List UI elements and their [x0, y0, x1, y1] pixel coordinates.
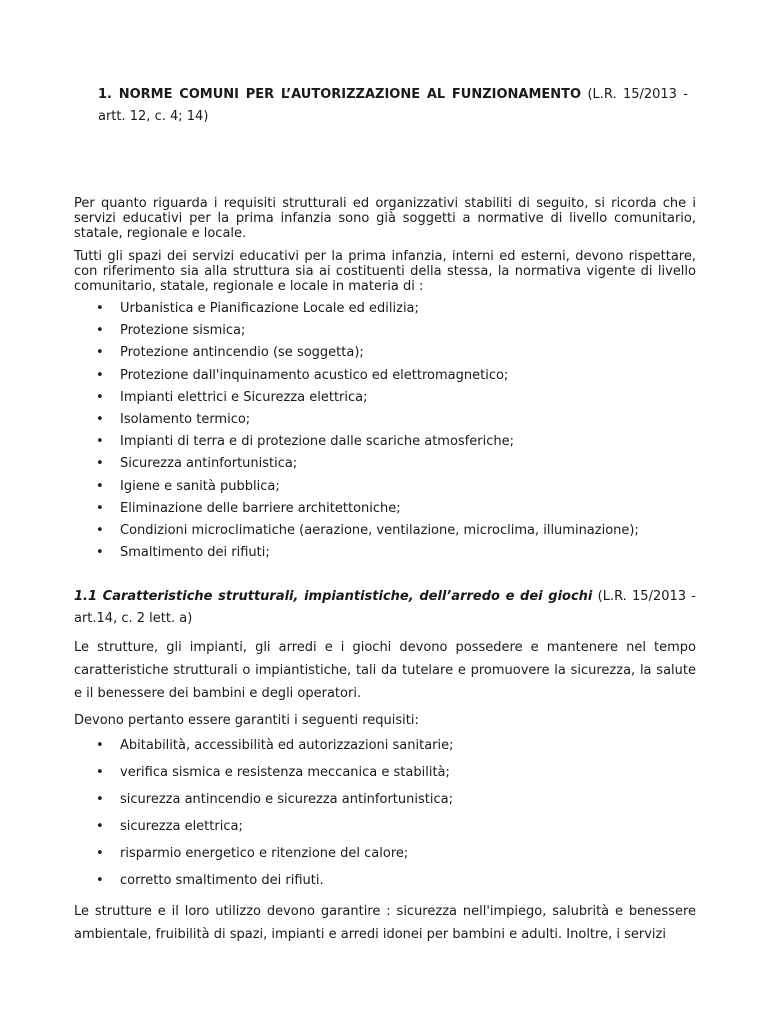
list-item: • Smaltimento dei rifiuti;: [96, 542, 639, 564]
list-item: • Abitabilità, accessibilità ed autorizzazioni sanitarie;: [96, 735, 454, 762]
list-item: • corretto smaltimento dei rifiuti.: [96, 870, 454, 897]
list-item: • Condizioni microclimatiche (aerazione, ventilazione, microclima, illuminazione);: [96, 520, 639, 542]
section-1-heading: [98, 84, 688, 128]
closing-paragraph: Le strutture e il loro utilizzo devono garantire : sicurezza nell'impiego, salubrità e benessere ambientale, fruibilità di spazi, impianti e arredi idonei per bambini e adulti. Inoltre, i servizi: [74, 904, 696, 942]
list-item: • Protezione antincendio (se soggetta);: [96, 342, 639, 364]
intro-paragraph: Per quanto riguarda i requisiti strutturali ed organizzativi stabiliti di seguito, si ricorda che i servizi educativi per la prima infanzia sono già soggetti a normative di livello comunitario, statale, regionale e locale.: [74, 196, 696, 241]
section-1-1-reference: (L.R. 15/2013 - art.14, c. 2 lett. a): [74, 589, 696, 626]
list-item: • Eliminazione delle barriere architettoniche;: [96, 498, 639, 520]
bullet-icon: •: [96, 478, 104, 494]
bullet-icon: •: [96, 301, 104, 316]
requirements-intro: Devono pertanto essere garantiti i seguenti requisiti:: [74, 713, 419, 728]
bullet-icon: •: [96, 765, 104, 780]
bullet-icon: •: [96, 738, 104, 753]
bullet-icon: •: [96, 434, 104, 450]
list-item: • Igiene e sanità pubblica;: [96, 476, 639, 498]
list-item: • sicurezza elettrica;: [96, 816, 454, 843]
bullet-icon: •: [96, 411, 104, 427]
list-item: • verifica sismica e resistenza meccanica e stabilità;: [96, 762, 454, 789]
list-item: • Impianti elettrici e Sicurezza elettrica;: [96, 387, 639, 409]
bullet-icon: •: [96, 389, 104, 405]
regulation-list: [96, 298, 639, 564]
list-item: • Isolamento termico;: [96, 409, 639, 431]
bullet-icon: •: [96, 873, 104, 888]
bullet-icon: •: [96, 367, 104, 383]
bullet-icon: •: [96, 846, 104, 861]
list-item: • risparmio energetico e ritenzione del calore;: [96, 843, 454, 870]
list-item: • Protezione sismica;: [96, 320, 639, 342]
bullet-icon: •: [96, 819, 104, 834]
bullet-icon: •: [96, 500, 104, 516]
bullet-icon: •: [96, 792, 104, 807]
section-1-1-title: 1.1 Caratteristiche strutturali, impiantistiche, dell’arredo e dei giochi: [74, 589, 593, 604]
list-item: • Urbanistica e Pianificazione Locale ed edilizia;: [96, 298, 639, 320]
bullet-icon: •: [96, 323, 104, 339]
requirements-paragraph: Tutti gli spazi dei servizi educativi per la prima infanzia, interni ed esterni, devono rispettare, con riferimento sia alla struttura sia ai costituenti della stessa, la normativa vigente di livello comunitario, statale, regionale e locale in materia di :: [74, 249, 696, 294]
section-1-1-heading: [74, 586, 696, 630]
requirements-list: [96, 735, 454, 897]
section-1-title: 1. NORME COMUNI PER L’AUTORIZZAZIONE AL FUNZIONAMENTO: [98, 87, 582, 102]
list-item: • Sicurezza antinfortunistica;: [96, 453, 639, 475]
bullet-icon: •: [96, 522, 104, 538]
list-item: • sicurezza antincendio e sicurezza antinfortunistica;: [96, 789, 454, 816]
bullet-icon: •: [96, 345, 104, 361]
bullet-icon: •: [96, 545, 104, 561]
structures-paragraph: Le strutture, gli impianti, gli arredi e i giochi devono possedere e mantenere nel tempo caratteristiche strutturali o impiantistiche, tali da tutelare e promuovere la sicurezza, la salute e il benessere dei bambini e degli operatori.: [74, 640, 696, 701]
section-1-reference: (L.R. 15/2013 - artt. 12, c. 4; 14): [98, 87, 688, 124]
list-item: • Protezione dall'inquinamento acustico ed elettromagnetico;: [96, 365, 639, 387]
list-item: • Impianti di terra e di protezione dalle scariche atmosferiche;: [96, 431, 639, 453]
bullet-icon: •: [96, 456, 104, 472]
